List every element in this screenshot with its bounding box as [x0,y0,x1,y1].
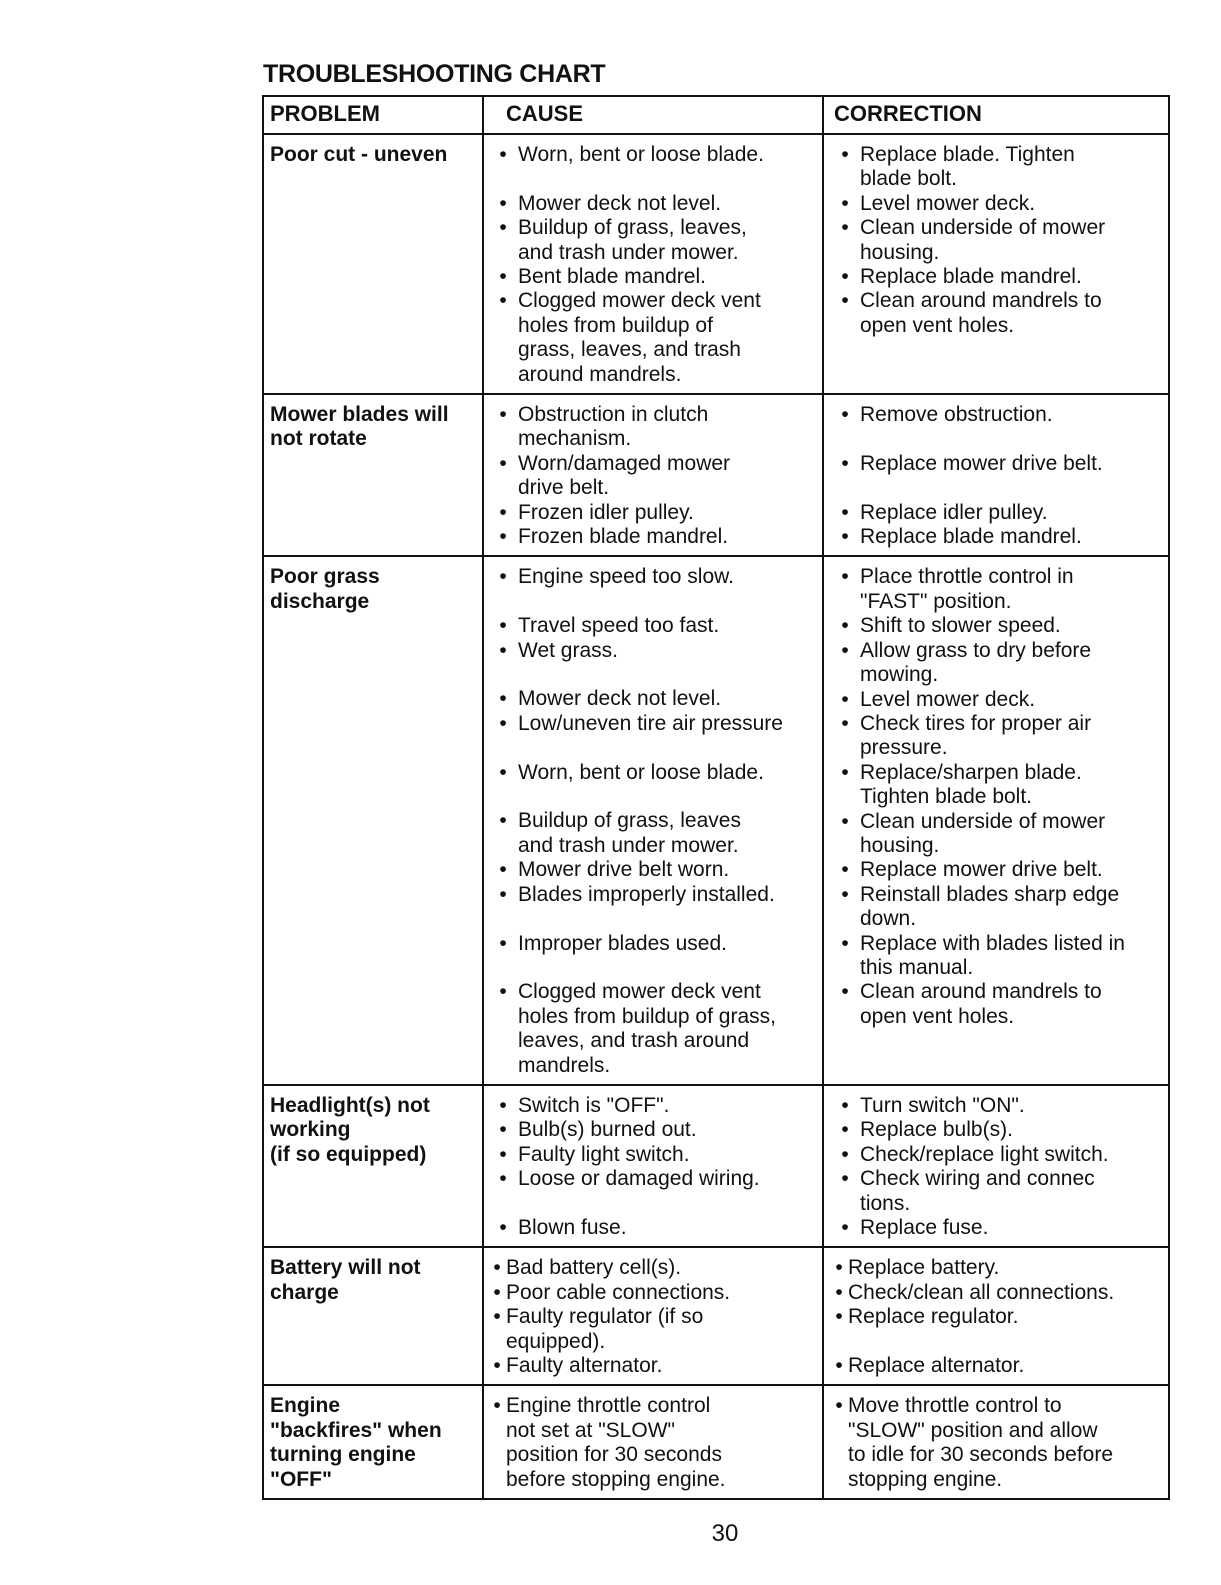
cause-item-text: Worn, bent or loose blade. [518,760,764,784]
table-row [264,1248,1168,1386]
cause-item [488,980,818,1078]
bullet-icon: • [835,1305,843,1329]
bullet-icon: • [841,980,849,1004]
header-cause: CAUSE [482,97,822,133]
correction-item-text: Check wiring and connec tions. [860,1167,1095,1215]
cause-item [488,687,818,711]
bullet-icon: • [499,687,507,711]
problem-cell: Poor cut - uneven [270,143,448,166]
correction-item-text: Check tires for proper air pressure. [860,711,1092,760]
bullet-icon: • [493,1353,501,1377]
bullet-icon: • [841,143,849,166]
bullet-icon: • [499,638,507,662]
page-number: 30 [711,1520,739,1547]
bullet-icon: • [841,525,849,549]
correction-item [830,192,1164,216]
cause-item [488,1305,818,1354]
correction-item [830,216,1164,265]
bullet-icon: • [499,1118,507,1142]
bullet-icon: • [841,809,849,833]
header-correction: CORRECTION [822,97,1168,133]
correction-item-text: Replace fuse. [860,1215,989,1239]
correction-item-text: Place throttle control in "FAST" position. [860,565,1074,613]
correction-item-text: Replace blade. Tighten blade bolt. [860,143,1075,191]
correction-cell [822,1248,1168,1384]
bullet-icon: • [841,882,849,906]
problem-cell: Engine "backfires" when turning engine "OFF" [270,1394,442,1491]
header-problem: PROBLEM [270,101,380,126]
table-row [264,135,1168,395]
bullet-icon: • [499,451,507,475]
problem-cell: Battery will not charge [270,1256,421,1304]
cause-item-text: Poor cable connections. [506,1280,731,1304]
cause-item [488,501,818,525]
bullet-icon: • [841,1118,849,1142]
spacer [488,167,818,191]
correction-item [830,403,1164,427]
cause-item [488,1167,818,1191]
bullet-icon: • [841,565,849,589]
bullet-icon: • [841,1142,849,1166]
correction-item-text: Allow grass to dry before mowing. [860,638,1092,687]
table-row [264,1386,1168,1498]
correction-item [830,712,1164,761]
correction-item [830,688,1164,712]
bullet-icon: • [499,403,507,427]
correction-item [830,883,1164,932]
bullet-icon: • [835,1394,843,1418]
correction-item [830,1094,1164,1118]
table-row [264,395,1168,557]
bullet-icon: • [499,809,507,833]
bullet-icon: • [499,216,507,240]
cause-item [488,1118,818,1142]
bullet-icon: • [499,1215,507,1239]
correction-item [830,1305,1164,1329]
cause-item-text: Clogged mower deck vent holes from buildup of grass, leaves, and trash around mandrels. [518,289,761,386]
correction-item-text: Replace/sharpen blade. Tighten blade bolt. [860,760,1082,809]
correction-item [830,1256,1164,1280]
correction-item [830,614,1164,638]
correction-item-text: Clean around mandrels to open vent holes. [860,289,1102,337]
cause-item-text: Bulb(s) burned out. [518,1118,697,1142]
bullet-icon: • [841,1215,849,1239]
correction-item-text: Move throttle control to "SLOW" position and allow to idle for 30 seconds before stopping engine. [848,1394,1114,1491]
cause-item-text: Frozen idler pulley. [518,500,694,524]
table-header [264,97,1168,135]
spacer [488,736,818,760]
bullet-icon: • [841,1167,849,1191]
cause-item-text: Blown fuse. [518,1215,627,1239]
correction-item [830,452,1164,476]
bullet-icon: • [499,980,507,1004]
correction-item-text: Clean around mandrels to open vent holes. [860,980,1102,1028]
bullet-icon: • [841,760,849,784]
bullet-icon: • [841,931,849,955]
spacer [488,907,818,931]
bullet-icon: • [499,614,507,638]
correction-item [830,501,1164,525]
cause-item-text: Travel speed too fast. [518,614,720,638]
cause-item [488,1394,818,1492]
cause-item-text: Mower drive belt worn. [518,858,730,882]
table-row [264,557,1168,1085]
problem-cell: Mower blades will not rotate [270,403,449,451]
correction-item-text: Level mower deck. [860,191,1036,215]
cause-item-text: Worn/damaged mower drive belt. [518,451,731,500]
cause-item [488,525,818,549]
correction-item [830,639,1164,688]
cause-item [488,712,818,736]
bullet-icon: • [493,1305,501,1329]
problem-cell: Poor grass discharge [270,565,380,613]
correction-item-text: Shift to slower speed. [860,614,1061,638]
bullet-icon: • [841,451,849,475]
cause-item-text: Faulty light switch. [518,1142,690,1166]
bullet-icon: • [499,760,507,784]
bullet-icon: • [841,687,849,711]
cause-item [488,565,818,589]
correction-item [830,932,1164,981]
bullet-icon: • [499,1093,507,1117]
bullet-icon: • [841,638,849,662]
correction-item [830,1216,1164,1240]
cause-cell [482,135,822,393]
spacer [488,956,818,980]
correction-item-text: Reinstall blades sharp edge down. [860,882,1120,931]
bullet-icon: • [835,1256,843,1280]
spacer [488,1192,818,1216]
cause-cell [482,395,822,555]
correction-cell [822,557,1168,1083]
bullet-icon: • [841,289,849,313]
cause-item [488,1216,818,1240]
correction-item-text: Replace blade mandrel. [860,525,1082,549]
cause-item-text: Faulty alternator. [506,1353,663,1377]
correction-item [830,289,1164,338]
spacer [830,1330,1164,1354]
table-row [264,1086,1168,1248]
cause-item [488,403,818,452]
cause-item [488,932,818,956]
bullet-icon: • [499,525,507,549]
bullet-icon: • [493,1256,501,1280]
cause-item [488,883,818,907]
bullet-icon: • [499,858,507,882]
page-title: TROUBLESHOOTING CHART [263,60,606,88]
cause-item [488,1094,818,1118]
cause-item-text: Buildup of grass, leaves, and trash under mower. [518,216,747,264]
cause-cell [482,1386,822,1498]
correction-cell [822,135,1168,393]
cause-cell [482,1086,822,1246]
bullet-icon: • [841,500,849,524]
bullet-icon: • [841,265,849,289]
cause-item-text: Mower deck not level. [518,687,722,711]
correction-item-text: Replace with blades listed in this manual. [860,931,1125,979]
cause-item-text: Frozen blade mandrel. [518,525,729,549]
correction-item-text: Check/replace light switch. [860,1142,1109,1166]
correction-cell [822,1386,1168,1498]
spacer [488,663,818,687]
cause-item-text: Mower deck not level. [518,191,722,215]
correction-item-text: Replace blade mandrel. [860,265,1082,289]
correction-item-text: Clean underside of mower housing. [860,216,1106,264]
cause-item-text: Bad battery cell(s). [506,1256,682,1280]
cause-item-text: Engine throttle control not set at "SLOW" position for 30 seconds before stopping engine. [506,1394,726,1491]
correction-item-text: Replace regulator. [848,1305,1019,1329]
bullet-icon: • [841,191,849,215]
cause-item [488,639,818,663]
correction-item-text: Turn switch "ON". [860,1093,1025,1117]
cause-item-text: Blades improperly installed. [518,882,775,906]
correction-item [830,1354,1164,1378]
cause-cell [482,1248,822,1384]
cause-item [488,1143,818,1167]
cause-item-text: Switch is "OFF". [518,1093,670,1117]
correction-item [830,1143,1164,1167]
cause-item-text: Engine speed too slow. [518,565,734,589]
spacer [488,785,818,809]
bullet-icon: • [499,711,507,735]
cause-item-text: Buildup of grass, leaves and trash under mower. [518,809,741,857]
troubleshooting-table [262,95,1170,1500]
correction-item-text: Check/clean all connections. [848,1280,1115,1304]
correction-item-text: Replace battery. [848,1256,1000,1280]
spacer [488,590,818,614]
cause-item [488,216,818,265]
cause-item [488,265,818,289]
cause-item [488,289,818,387]
bullet-icon: • [499,1142,507,1166]
cause-item-text: Obstruction in clutch mechanism. [518,403,709,451]
cause-item [488,1281,818,1305]
correction-cell [822,395,1168,555]
correction-cell [822,1086,1168,1246]
correction-item [830,265,1164,289]
correction-item-text: Replace mower drive belt. [860,858,1103,882]
cause-item-text: Bent blade mandrel. [518,265,706,289]
correction-item [830,1394,1164,1492]
correction-item-text: Replace idler pulley. [860,500,1048,524]
cause-item-text: Worn, bent or loose blade. [518,143,764,166]
correction-item [830,1281,1164,1305]
bullet-icon: • [499,1167,507,1191]
cause-item [488,809,818,858]
problem-cell: Headlight(s) not working (if so equipped) [270,1093,430,1166]
bullet-icon: • [499,289,507,313]
cause-cell [482,557,822,1083]
cause-item-text: Improper blades used. [518,931,727,955]
bullet-icon: • [493,1394,501,1418]
correction-item [830,980,1164,1029]
bullet-icon: • [499,931,507,955]
correction-item-text: Replace bulb(s). [860,1118,1013,1142]
bullet-icon: • [499,265,507,289]
correction-item [830,1118,1164,1142]
bullet-icon: • [499,191,507,215]
bullet-icon: • [841,1093,849,1117]
cause-item-text: Low/uneven tire air pressure [518,711,783,735]
correction-item [830,525,1164,549]
correction-item-text: Level mower deck. [860,687,1036,711]
correction-item-text: Replace alternator. [848,1353,1025,1377]
table-body [264,135,1168,1498]
bullet-icon: • [499,143,507,166]
cause-item [488,761,818,785]
cause-item-text: Wet grass. [518,638,618,662]
cause-item-text: Clogged mower deck vent holes from buildup of grass, leaves, and trash around mandrels. [518,980,776,1077]
correction-item-text: Clean underside of mower housing. [860,809,1106,857]
cause-item [488,1256,818,1280]
cause-item [488,858,818,882]
correction-item-text: Remove obstruction. [860,403,1053,427]
cause-item [488,614,818,638]
cause-item [488,452,818,501]
cause-item [488,192,818,216]
bullet-icon: • [499,500,507,524]
cause-item-text: Faulty regulator (if so equipped). [506,1305,704,1353]
correction-item [830,761,1164,810]
bullet-icon: • [841,858,849,882]
bullet-icon: • [841,614,849,638]
bullet-icon: • [841,216,849,240]
bullet-icon: • [841,403,849,427]
bullet-icon: • [493,1280,501,1304]
cause-item [488,143,818,167]
cause-item [488,1354,818,1378]
correction-item [830,143,1164,192]
correction-item-text: Replace mower drive belt. [860,451,1103,475]
bullet-icon: • [841,711,849,735]
spacer [830,476,1164,500]
correction-item [830,565,1164,614]
bullet-icon: • [835,1280,843,1304]
bullet-icon: • [499,565,507,589]
correction-item [830,810,1164,859]
bullet-icon: • [835,1353,843,1377]
correction-item [830,1167,1164,1216]
bullet-icon: • [499,882,507,906]
correction-item [830,858,1164,882]
cause-item-text: Loose or damaged wiring. [518,1167,760,1191]
spacer [830,427,1164,451]
